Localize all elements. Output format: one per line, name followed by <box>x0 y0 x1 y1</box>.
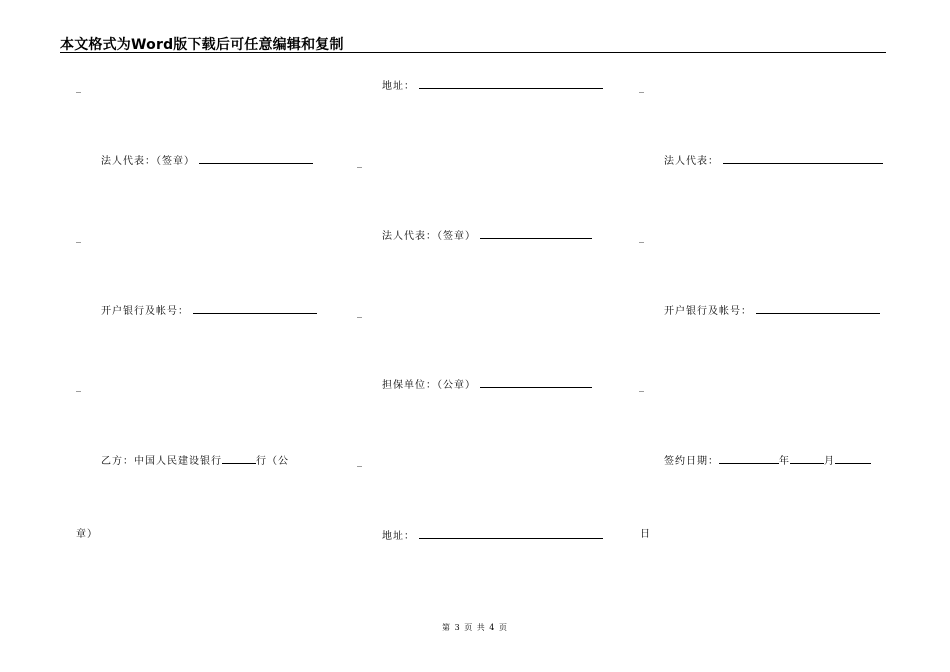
left-party-b-label: 乙方：中国人民建设银行 <box>101 456 222 467</box>
right-bank-line <box>664 304 880 318</box>
right-legal-rep-blank <box>723 154 883 164</box>
right-dash-1: _ <box>639 82 645 93</box>
mid-address-blank-1 <box>419 79 603 89</box>
right-sign-date-label: 签约日期： <box>664 456 719 467</box>
left-legal-rep-blank <box>199 154 313 164</box>
mid-guarantor-blank <box>480 378 592 388</box>
right-legal-rep-label: 法人代表： <box>664 156 719 167</box>
left-bank-label: 开户银行及帐号： <box>101 306 189 317</box>
left-seal-close: 章） <box>76 529 98 540</box>
left-legal-rep-line <box>101 154 313 168</box>
mid-legal-rep-blank <box>480 229 592 239</box>
mid-address-blank-2 <box>419 529 603 539</box>
right-sign-date-line <box>664 454 871 468</box>
mid-dash-3: _ <box>357 456 363 467</box>
mid-guarantor-label: 担保单位：（公章） <box>382 380 476 391</box>
mid-address-label-2: 地址： <box>382 531 415 542</box>
right-day-blank <box>835 454 871 464</box>
right-day-label: 日 <box>640 529 651 540</box>
left-party-b-line <box>101 454 289 468</box>
mid-dash-2: _ <box>357 307 363 318</box>
right-bank-label: 开户银行及帐号： <box>664 306 752 317</box>
page-number-footer: 第 3 页 共 4 页 <box>442 623 508 632</box>
right-legal-rep-line <box>664 154 883 168</box>
document-header-title: 本文格式为Word版下载后可任意编辑和复制 <box>60 37 344 53</box>
mid-address-line-1 <box>382 79 603 93</box>
mid-address-label-1: 地址： <box>382 81 415 92</box>
mid-guarantor-line <box>382 378 592 392</box>
right-year-label: 年 <box>779 456 790 467</box>
right-dash-3: _ <box>639 381 645 392</box>
mid-legal-rep-label: 法人代表：（签章） <box>382 231 476 242</box>
right-year-blank <box>719 454 779 464</box>
left-dash-3: _ <box>76 381 82 392</box>
left-dash-2: _ <box>76 232 82 243</box>
mid-address-line-2 <box>382 529 603 543</box>
header-divider <box>60 52 886 53</box>
left-bank-blank <box>193 304 317 314</box>
left-bank-line <box>101 304 317 318</box>
mid-legal-rep-line <box>382 229 592 243</box>
mid-dash-1: _ <box>357 157 363 168</box>
right-month-label: 月 <box>824 456 835 467</box>
left-branch-blank <box>222 454 256 464</box>
right-dash-2: _ <box>639 232 645 243</box>
left-dash-1: _ <box>76 82 82 93</box>
right-month-blank <box>790 454 824 464</box>
left-party-b-tail: 行（公 <box>256 456 289 467</box>
left-legal-rep-label: 法人代表：（签章） <box>101 156 195 167</box>
right-bank-blank <box>756 304 880 314</box>
